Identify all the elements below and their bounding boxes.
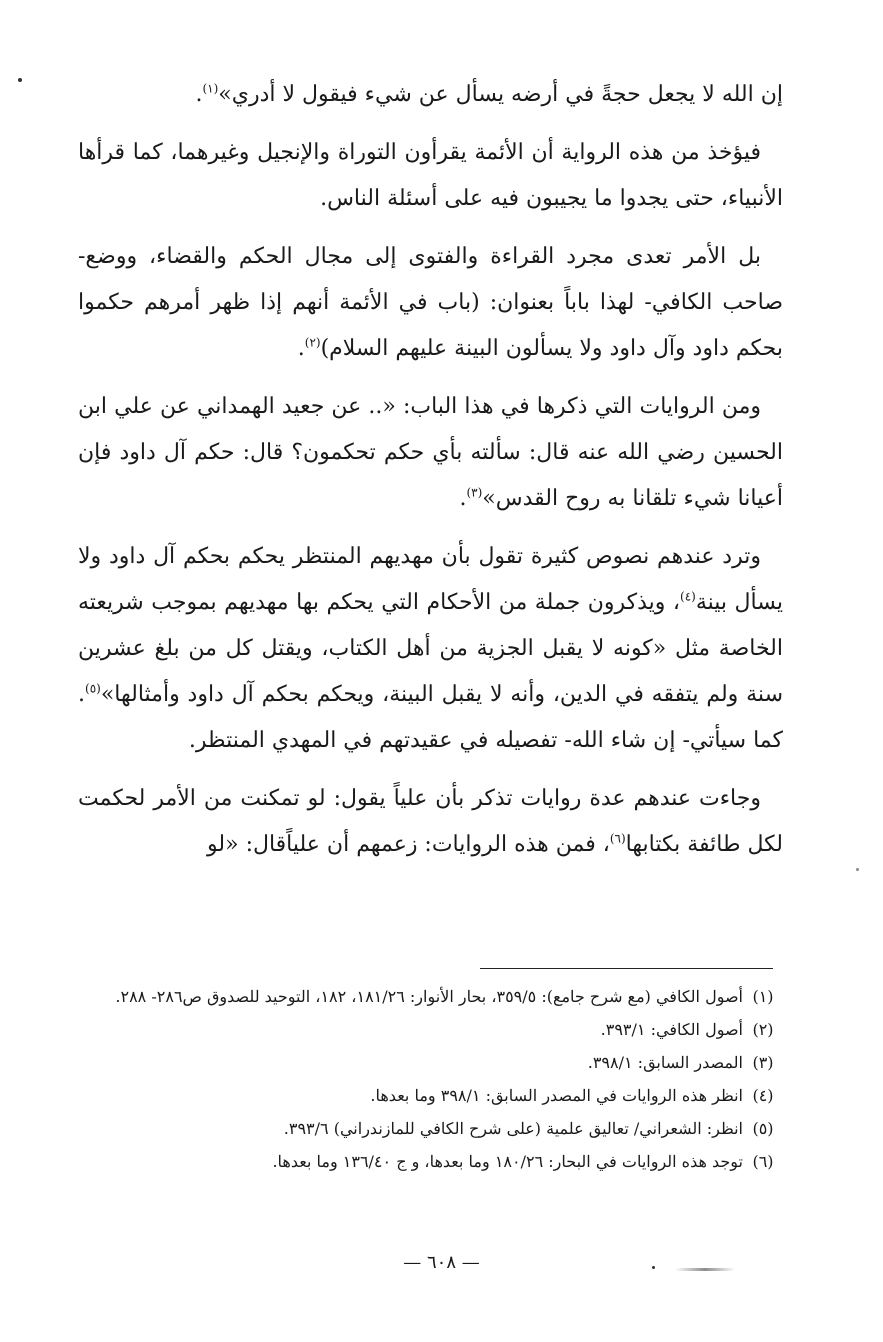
footnote-text: انظر: الشعراني/ تعاليق علمية (على شرح الكافي للمازندراني) ٣٩٣/٦. <box>283 1119 743 1138</box>
paragraph-1 <box>78 72 783 118</box>
paragraph-5-tail-2: . كما سيأتي- إن شاء الله- تفصيله في عقيدتهم في المهدي المنتظر. <box>78 682 783 753</box>
footnote-number: (٣) <box>752 1053 774 1072</box>
footnote-2 <box>78 1013 783 1046</box>
footnote-text: أصول الكافي (مع شرح جامع): ٣٥٩/٥، بحار الأنوار: ١٨١/٢٦، ١٨٢، التوحيد للصدوق ص٢٨٦- ٢٨٨. <box>115 987 743 1006</box>
paragraph-6 <box>78 776 783 868</box>
footnote-ref-6[interactable]: (٦) <box>609 831 626 846</box>
footnote-text: المصدر السابق: ٣٩٨/١. <box>587 1053 743 1072</box>
scan-speck-bottom <box>652 1266 655 1269</box>
paragraph-3-text: بل الأمر تعدى مجرد القراءة والفتوى إلى مجال الحكم والقضاء، ووضع- صاحب الكافي- لهذا باباً بعنوان: (باب في الأئمة أنهم إذا ظهر أمرهم حكموا بحكم داود وآل داود ولا يسألون البينة عليهم السلام) <box>78 244 783 361</box>
paragraph-1-text: إن الله لا يجعل حجةً في أرضه يسأل عن شيء فيقول لا أدري» <box>218 82 783 107</box>
footnote-text: انظر هذه الروايات في المصدر السابق: ٣٩٨/١ وما بعدها. <box>370 1086 743 1105</box>
footnote-number: (٤) <box>752 1086 774 1105</box>
paragraph-5 <box>78 534 783 764</box>
footnote-ref-4[interactable]: (٤) <box>680 589 696 604</box>
paragraph-4-tail: . <box>459 486 467 511</box>
paragraph-5-text: وترد عندهم نصوص كثيرة تقول بأن مهديهم المنتظر يحكم بحكم آل داود ولا يسأل بينة <box>78 544 783 615</box>
footnote-4 <box>78 1079 783 1112</box>
paragraph-4 <box>78 384 783 522</box>
body-text <box>78 72 783 880</box>
page-number: — ٦٠٨ — <box>403 1252 480 1273</box>
paragraph-2-text: فيؤخذ من هذه الرواية أن الأئمة يقرأون التوراة والإنجيل وغيرهما، كما قرأها الأنبياء، حتى يجدوا ما يجيبون فيه على أسئلة الناس. <box>78 140 783 211</box>
footnote-text: أصول الكافي: ٣٩٣/١. <box>600 1020 743 1039</box>
paragraph-4-text: ومن الروايات التي ذكرها في هذا الباب: «.. عن جعيد الهمداني عن علي ابن الحسين رضي الله عنه قال: سألته بأي حكم تحكمون؟ قال: حكم آل داود فإن أعيانا شيء تلقانا به روح القدس» <box>78 394 783 511</box>
footnote-number: (٢) <box>752 1020 774 1039</box>
paragraph-6-tail: ، فمن هذه الروايات: زعمهم أن علياًقال: «لو <box>207 832 610 857</box>
footnote-ref-5[interactable]: (٥) <box>85 681 101 696</box>
footnote-3 <box>78 1046 783 1079</box>
paragraph-3 <box>78 234 783 372</box>
paragraph-5-tail: ، ويذكرون جملة من الأحكام التي يحكم بها مهديهم بموجب شريعته الخاصة مثل «كونه لا يقبل الجزية من أهل الكتاب، ويقتل كل من بلغ عشرين سنة ولم يتفقه في الدين، وأنه لا يقبل البينة، ويحكم بحكم آل داود وأمثالها» <box>78 590 783 707</box>
scan-speck-right <box>856 868 859 871</box>
paragraph-2 <box>78 130 783 222</box>
scan-smudge <box>675 1268 735 1271</box>
footnote-number: (٥) <box>752 1119 774 1138</box>
footnote-5 <box>78 1112 783 1145</box>
paragraph-3-tail: . <box>297 336 305 361</box>
footnote-number: (٦) <box>752 1152 774 1171</box>
paragraph-6-text: وجاءت عندهم عدة روايات تذكر بأن علياً يقول: لو تمكنت من الأمر لحكمت لكل طائفة بكتابها <box>78 786 783 857</box>
footnote-ref-1[interactable]: (١) <box>202 81 219 96</box>
footnote-number: (١) <box>752 987 774 1006</box>
scan-speck-top <box>18 78 22 82</box>
paragraph-1-tail: . <box>195 82 203 107</box>
footnote-ref-3[interactable]: (٣) <box>466 485 483 500</box>
footnote-separator <box>480 968 773 969</box>
footnote-6 <box>78 1145 783 1178</box>
footnotes <box>78 980 783 1178</box>
footnote-ref-2[interactable]: (٢) <box>304 335 321 350</box>
footnote-text: توجد هذه الروايات في البحار: ١٨٠/٢٦ وما بعدها، و ج ١٣٦/٤٠ وما بعدها. <box>272 1152 743 1171</box>
footnote-1 <box>78 980 783 1013</box>
